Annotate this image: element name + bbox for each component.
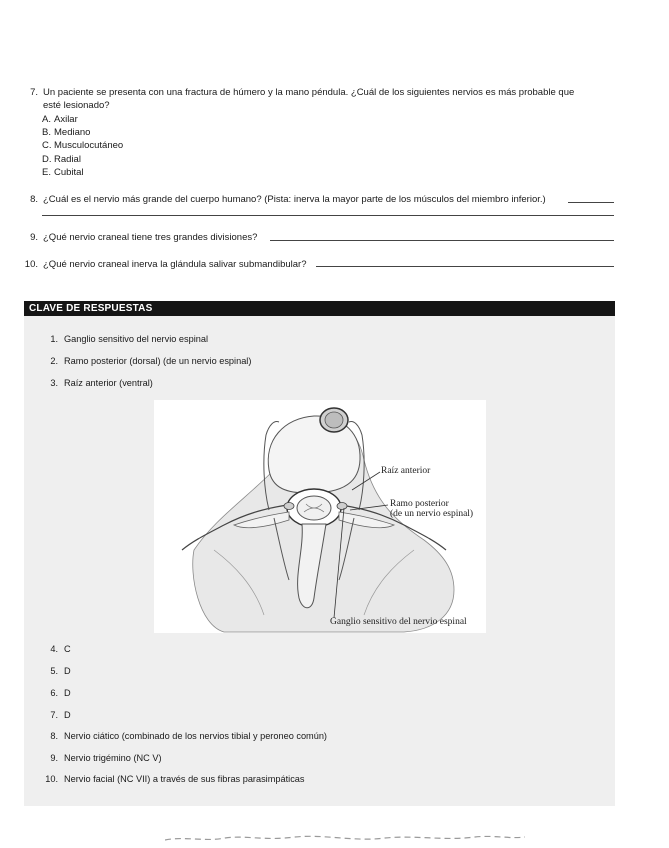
scan-artifact <box>165 830 525 844</box>
question-text: Un paciente se presenta con una fractura de húmero y la mano péndula. ¿Cuál de los siguientes nervios es más probable que <box>43 87 575 98</box>
aorta-lumen <box>325 412 343 428</box>
answer-item-4 <box>42 643 71 655</box>
answer-item-7 <box>42 709 71 721</box>
label-anterior-root: Raíz anterior <box>381 466 431 476</box>
option-e[interactable] <box>42 166 123 179</box>
option-text: Mediano <box>54 127 91 139</box>
answer-text: Nervio trigémino (NC V) <box>64 753 162 763</box>
answer-item-1 <box>42 333 208 345</box>
spinal-nerve-figure <box>154 400 486 633</box>
question-8 <box>24 193 546 206</box>
answer-item-2 <box>42 355 251 367</box>
question-text: esté lesionado? <box>43 100 110 111</box>
vertebral-body <box>268 416 360 493</box>
answer-text: D <box>64 710 71 720</box>
answer-item-8 <box>42 730 327 742</box>
answer-line-9[interactable] <box>270 240 614 241</box>
question-10 <box>24 258 307 271</box>
question-9 <box>24 231 257 244</box>
option-c[interactable] <box>42 139 123 152</box>
option-text: Radial <box>54 153 81 165</box>
question-number: 10. <box>24 259 38 270</box>
answer-text: D <box>64 688 71 698</box>
answer-line-10[interactable] <box>316 266 614 267</box>
answer-number: 10. <box>45 774 58 784</box>
option-text: Musculocutáneo <box>54 140 124 152</box>
answer-key-title: CLAVE DE RESPUESTAS <box>24 301 615 316</box>
answer-number: 4. <box>50 644 58 654</box>
answer-number: 9. <box>50 753 58 763</box>
question-number: 7. <box>30 87 38 98</box>
answer-text: Nervio ciático (combinado de los nervios tibial y peroneo común) <box>64 731 327 741</box>
answer-item-10 <box>42 773 305 785</box>
answer-line-8b[interactable] <box>42 215 614 216</box>
label-posterior-ramus: Ramo posterior <box>390 499 449 509</box>
answer-text: Ramo posterior (dorsal) (de un nervio espinal) <box>64 356 252 366</box>
answer-number: 2. <box>50 356 58 366</box>
option-d[interactable] <box>42 153 123 166</box>
answer-number: 1. <box>50 334 58 344</box>
question-text: ¿Qué nervio craneal inerva la glándula salivar submandibular? <box>43 259 307 270</box>
answer-item-5 <box>42 665 71 677</box>
question-text: ¿Qué nervio craneal tiene tres grandes divisiones? <box>43 232 258 243</box>
answer-number: 8. <box>50 731 58 741</box>
answer-text: Raíz anterior (ventral) <box>64 378 153 388</box>
answer-text: C <box>64 644 71 654</box>
answer-number: 7. <box>50 710 58 720</box>
question-number: 9. <box>30 232 38 243</box>
option-b[interactable] <box>42 126 123 139</box>
answer-item-3 <box>42 377 153 389</box>
answer-text: D <box>64 666 71 676</box>
option-text: Axilar <box>54 114 78 125</box>
option-letter: B. <box>42 127 51 139</box>
question-number: 8. <box>30 194 38 205</box>
answer-item-9 <box>42 752 162 764</box>
right-ganglion <box>337 503 347 510</box>
answer-number: 3. <box>50 378 58 388</box>
answer-item-6 <box>42 687 71 699</box>
scan-noise <box>165 836 525 840</box>
left-ganglion <box>284 503 294 510</box>
answer-text: Ganglio sensitivo del nervio espinal <box>64 334 209 344</box>
option-letter: E. <box>42 166 51 178</box>
label-posterior-ramus-sub: (de un nervio espinal) <box>390 509 474 519</box>
option-letter: C. <box>42 140 52 152</box>
option-text: Cubital <box>54 166 84 178</box>
answer-number: 5. <box>50 666 58 676</box>
question-7 <box>24 86 574 99</box>
question-text: ¿Cuál es el nervio más grande del cuerpo humano? (Pista: inerva la mayor parte de los músculos del miembro inferior.) <box>43 194 546 205</box>
answer-number: 6. <box>50 688 58 698</box>
answer-line-8a[interactable] <box>568 202 614 203</box>
option-a[interactable] <box>42 113 123 126</box>
label-ganglion: Ganglio sensitivo del nervio espinal <box>330 617 467 627</box>
option-letter: A. <box>42 114 51 125</box>
answer-text: Nervio facial (NC VII) a través de sus fibras parasimpáticas <box>64 774 305 784</box>
question-7-continuation <box>43 99 110 112</box>
option-letter: D. <box>42 153 52 165</box>
question-7-options <box>42 113 123 179</box>
answer-key-panel <box>24 301 615 806</box>
